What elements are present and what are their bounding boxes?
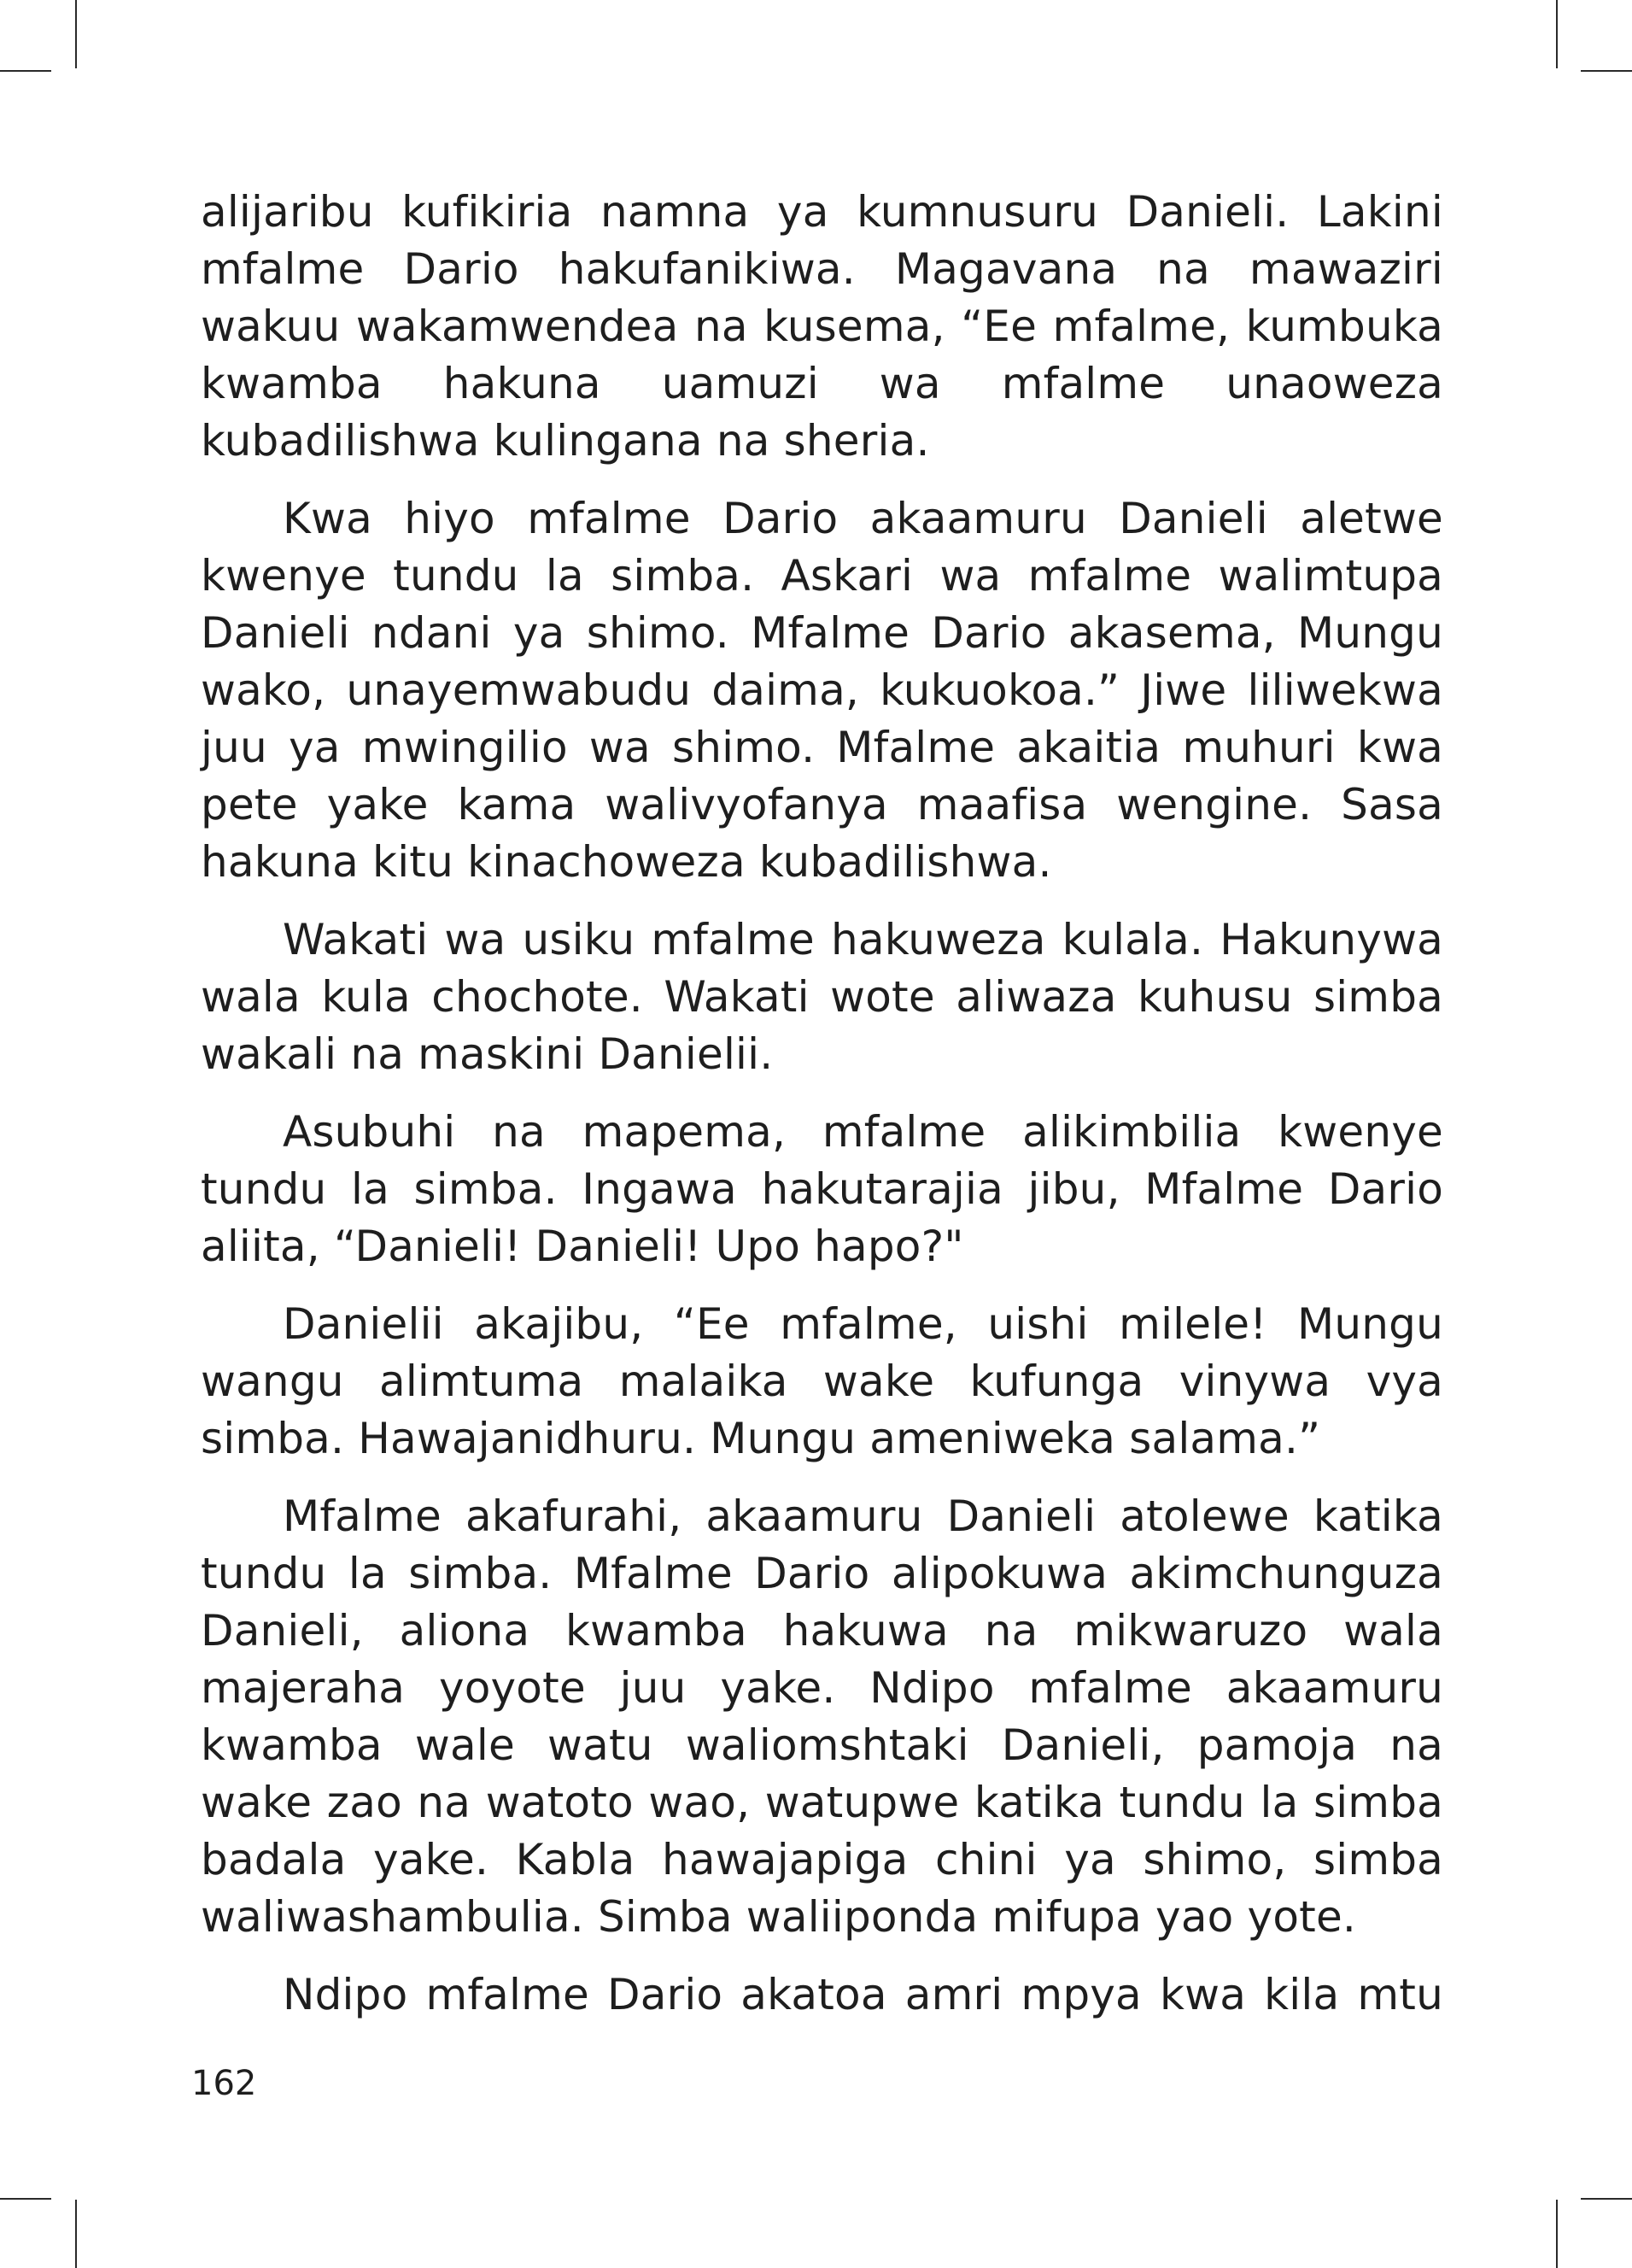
crop-mark-bottom-right-vertical [1556, 2200, 1558, 2268]
paragraph-continues-next-page: Ndipo mfalme Dario akatoa amri mpya kwa kila mtu [283, 1970, 1443, 2019]
page-number: 162 [191, 2064, 257, 2103]
paragraph: Danielii akajibu, “Ee mfalme, uishi milele! Mungu wangu alimtuma malaika wake kufunga vinywa vya simba. Hawajanidhuru. Mungu ameniweka salama.” [201, 1299, 1443, 1463]
paragraph: Asubuhi na mapema, mfalme alikimbilia kwenye tundu la simba. Ingawa hakutarajia jibu, Mfalme Dario aliita, “Danieli! Danieli! Upo hapo?" [201, 1107, 1443, 1271]
crop-mark-top-left-vertical [75, 0, 77, 68]
crop-mark-bottom-right-horizontal [1581, 2198, 1632, 2200]
paragraph: Wakati wa usiku mfalme hakuweza kulala. Hakunywa wala kula chochote. Wakati wote aliwaza kuhusu simba wakali na maskini Danielii. [201, 915, 1443, 1079]
body-text [201, 184, 1443, 2024]
crop-mark-top-left-horizontal [0, 70, 51, 72]
paragraph-continuation: alijaribu kufikiria namna ya kumnusuru Danieli. Lakini mfalme Dario hakufanikiwa. Magavana na mawaziri wakuu wakamwendea na kusema, “Ee mfalme, kumbuka kwamba hakuna uamuzi wa mfalme unaoweza kubadilishwa kulingana na sheria. [201, 187, 1443, 466]
crop-mark-bottom-left-vertical [75, 2200, 77, 2268]
crop-mark-top-right-horizontal [1581, 70, 1632, 72]
crop-mark-top-right-vertical [1556, 0, 1558, 68]
paragraph: Mfalme akafurahi, akaamuru Danieli atolewe katika tundu la simba. Mfalme Dario alipokuwa akimchunguza Danieli, aliona kwamba hakuwa na mikwaruzo wala majeraha yoyote juu yake. Ndipo mfalme akaamuru kwamba wale watu waliomshtaki Danieli, pamoja na wake zao na watoto wao, watupwe katika tundu la simba badala yake. Kabla hawajapiga chini ya shimo, simba waliwashambulia. Simba waliiponda mifupa yao yote. [201, 1491, 1443, 1942]
paragraph: Kwa hiyo mfalme Dario akaamuru Danieli aletwe kwenye tundu la simba. Askari wa mfalme walimtupa Danieli ndani ya shimo. Mfalme Dario akasema, Mungu wako, unayemwabudu daima, kukuokoa.” Jiwe liliwekwa juu ya mwingilio wa shimo. Mfalme akaitia muhuri kwa pete yake kama walivyofanya maafisa wengine. Sasa hakuna kitu kinachoweza kubadilishwa. [201, 494, 1443, 887]
crop-mark-bottom-left-horizontal [0, 2198, 51, 2200]
